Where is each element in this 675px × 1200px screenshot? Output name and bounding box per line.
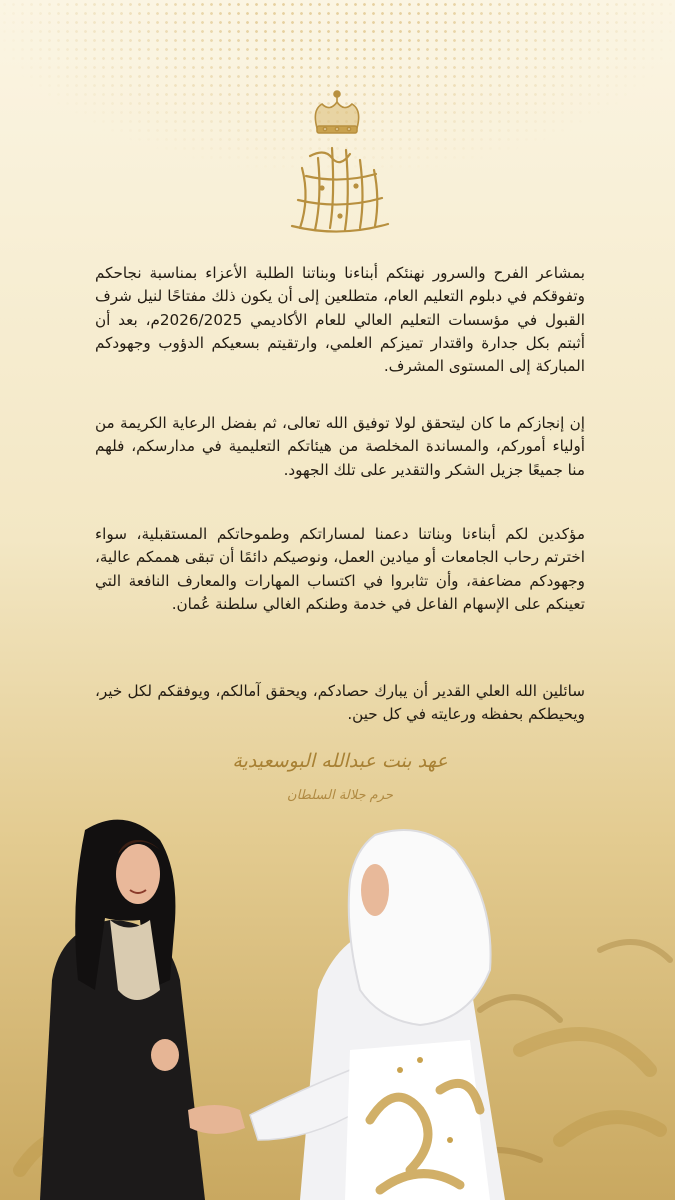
letter-paragraph-3: مؤكدين لكم أبناءنا وبناتنا دعمنا لمساراتكم وطموحاتكم المستقبلية، سواء اخترتم رحاب الجامعات أو ميادين العمل، ونوصيكم دائمًا أن تبقى هممكم عالية، وجهودكم مضاعفة، وأن تثابروا في اكتساب المهارات والمعارف النافعة التي تعينكم على الإسهام الفاعل في خدمة وطنكم الغالي سلطنة عُمان. <box>95 525 585 613</box>
signature-name: عهد بنت عبدالله البوسعيدية <box>232 750 448 772</box>
letter-paragraph-2: إن إنجازكم ما كان ليتحقق لولا توفيق الله تعالى، ثم بفضل الرعاية الكريمة من أولياء أموركم، والمساندة المخلصة من هيئاتكم التعليمية في مدارسكم، فلهم منا جميعًا جزيل الشكر والتقدير على تلك الجهود. <box>95 414 585 479</box>
royal-crest-emblem <box>270 88 405 238</box>
student-right-figure <box>250 830 505 1200</box>
letter-paragraph-4: سائلين الله العلي القدير أن يبارك حصادكم، ويحقق آمالكم، ويوفقكم لكل خير، ويحيطكم بحفظه ورعايته في كل حين. <box>95 682 585 724</box>
woman-left-figure <box>40 820 245 1200</box>
handshake-photo <box>0 810 675 1200</box>
signature-title: حرم جلالة السلطان <box>287 788 393 803</box>
letter-paragraph-1: بمشاعر الفرح والسرور نهنئكم أبناءنا وبناتنا الطلبة الأعزاء بمناسبة نجاحكم وتفوقكم في دبلوم التعليم العام، متطلعين إلى أن يكون ذلك مفتاحًا لنيل شرف القبول في مؤسسات التعليم العالي للعام الأكاديمي 2026/2025م، بعد أن أثبتم بكل جدارة واقتدار تميزكم العلمي، وارتقيتم بسعيكم الدؤوب وجهودكم المباركة إلى المستوى المشرف. <box>95 264 586 376</box>
